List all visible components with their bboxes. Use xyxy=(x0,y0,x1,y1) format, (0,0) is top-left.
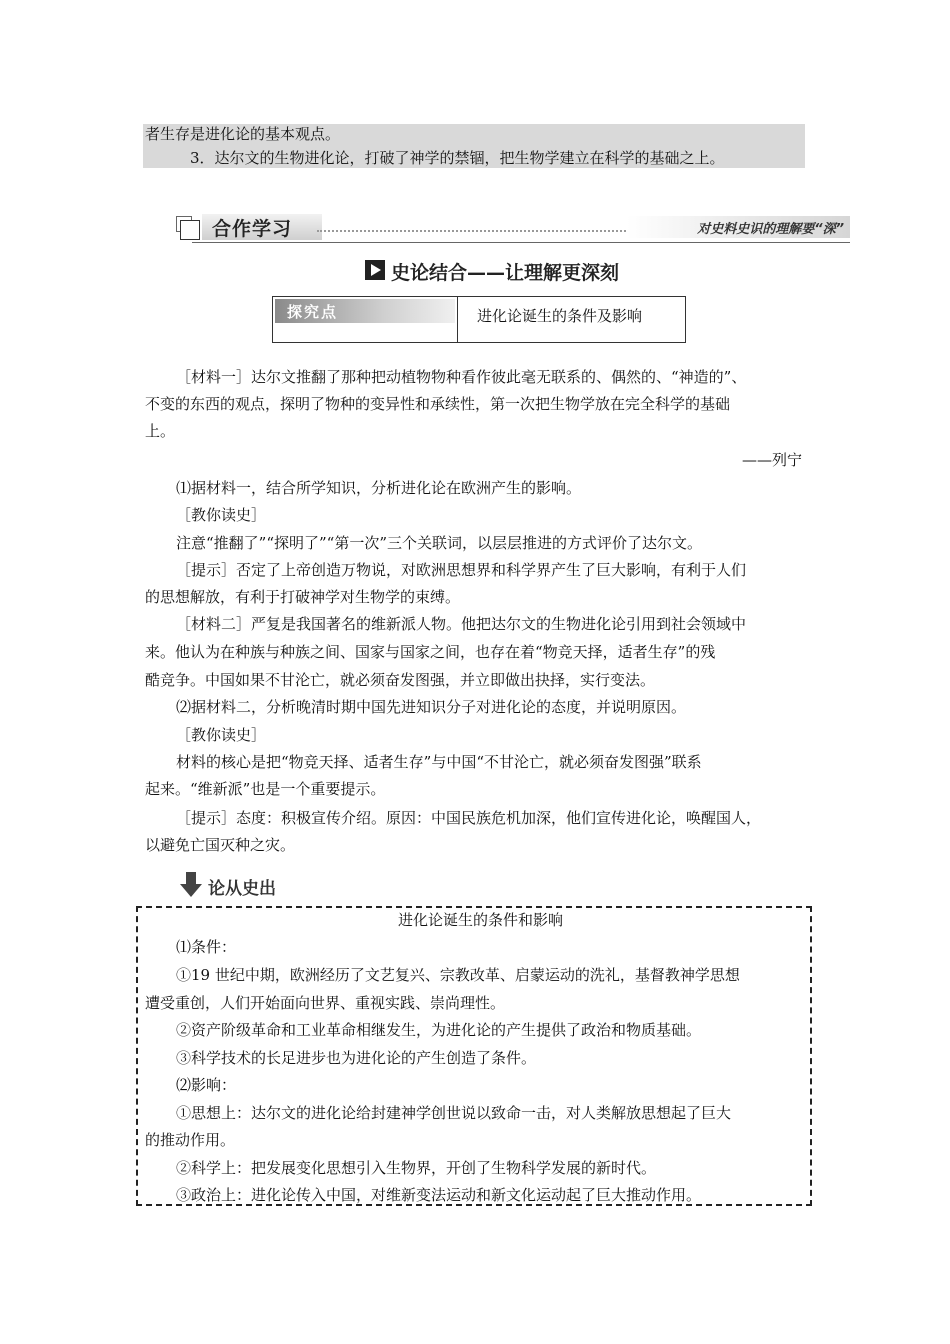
summary-conditions-label: ⑴条件： xyxy=(176,938,237,956)
teach-reading-2-line-2: 起来。“维新派”也是一个重要提示。 xyxy=(145,780,386,798)
material-1-line-1: ［材料一］达尔文推翻了那种把动植物物种看作彼此毫无联系的、偶然的、“神造的”、 xyxy=(176,368,747,386)
play-icon xyxy=(365,260,385,280)
square-icon xyxy=(180,220,200,240)
explore-point-table xyxy=(272,296,686,343)
hint-2-line-1: ［提示］态度：积极宣传介绍。原因：中国民族危机加深，他们宣传进化论，唤醒国人， xyxy=(176,809,762,827)
question-2: ⑵据材料二，分析晚清时期中国先进知识分子对进化论的态度，并说明原因。 xyxy=(176,698,687,716)
question-1: ⑴据材料一，结合所学知识，分析进化论在欧洲产生的影响。 xyxy=(176,479,582,497)
explore-tag xyxy=(275,299,455,323)
cooperative-learning-header xyxy=(172,208,850,246)
condition-2: ②资产阶级革命和工业革命相继发生，为进化论的产生提供了政治和物质基础。 xyxy=(176,1021,702,1039)
material-2-line-2: 来。他认为在种族与种族之间、国家与国家之间，也存在着“物竞天择，适者生存”的残 xyxy=(145,643,716,661)
header-baseline xyxy=(192,242,850,243)
header-right-text: 对史料史识的理解要“深” xyxy=(697,222,844,237)
condition-1-line-2: 遭受重创，人们开始面向世界、重视实践、崇尚理性。 xyxy=(145,994,506,1012)
teach-reading-2-label: ［教你读史］ xyxy=(176,726,267,744)
table-divider xyxy=(457,297,458,342)
hint-1-line-2: 的思想解放，有利于打破神学对生物学的束缚。 xyxy=(145,588,461,606)
summary-title: 进化论诞生的条件和影响 xyxy=(398,911,564,929)
teach-reading-1-text: 注意“推翻了”“探明了”“第一次”三个关联词，以层层推进的方式评价了达尔文。 xyxy=(176,534,703,552)
hint-2-line-2: 以避免亡国灭种之灾。 xyxy=(145,836,296,854)
explore-tag-label: 探究点 xyxy=(287,303,339,321)
header-dotted-line xyxy=(317,230,657,232)
material-1-source: ——列宁 xyxy=(742,451,803,469)
teach-reading-2-line-1: 材料的核心是把“物竞天择、适者生存”与中国“不甘沦亡，就必须奋发图强”联系 xyxy=(176,753,702,771)
conclusion-heading-text: 论从史出 xyxy=(208,879,276,899)
down-arrow-icon xyxy=(180,872,202,898)
top-line-2: 3．达尔文的生物进化论，打破了神学的禁锢，把生物学建立在科学的基础之上。 xyxy=(190,149,725,167)
condition-1-line-1: ①19 世纪中期，欧洲经历了文艺复兴、宗教改革、启蒙运动的洗礼，基督教神学思想 xyxy=(176,966,740,984)
top-line-1: 者生存是进化论的基本观点。 xyxy=(145,125,341,143)
material-1-line-2: 不变的东西的观点，探明了物种的变异性和承续性，第一次把生物学放在完全科学的基础 xyxy=(145,395,731,413)
effect-3: ③政治上：进化论传入中国，对维新变法运动和新文化运动起了巨大推动作用。 xyxy=(176,1186,702,1204)
explore-topic: 进化论诞生的条件及影响 xyxy=(477,307,643,325)
material-1-line-3: 上。 xyxy=(145,422,176,440)
material-2-line-3: 酷竞争。中国如果不甘沦亡，就必须奋发图强，并立即做出抉择，实行变法。 xyxy=(145,671,656,689)
summary-effects-label: ⑵影响： xyxy=(176,1076,237,1094)
effect-1-line-2: 的推动作用。 xyxy=(145,1131,236,1149)
teach-reading-1-label: ［教你读史］ xyxy=(176,506,267,524)
material-2-line-1: ［材料二］严复是我国著名的维新派人物。他把达尔文的生物进化论引用到社会领域中 xyxy=(176,615,747,633)
effect-2: ②科学上：把发展变化思想引入生物界，开创了生物科学发展的新时代。 xyxy=(176,1159,657,1177)
effect-1-line-1: ①思想上：达尔文的进化论给封建神学创世说以致命一击，对人类解放思想起了巨大 xyxy=(176,1104,732,1122)
condition-3: ③科学技术的长足进步也为进化论的产生创造了条件。 xyxy=(176,1049,537,1067)
header-title: 合作学习 xyxy=(212,218,293,240)
hint-1-line-1: ［提示］否定了上帝创造万物说，对欧洲思想界和科学界产生了巨大影响，有利于人们 xyxy=(176,561,747,579)
section-heading-text: 史论结合——让理解更深刻 xyxy=(391,262,620,284)
